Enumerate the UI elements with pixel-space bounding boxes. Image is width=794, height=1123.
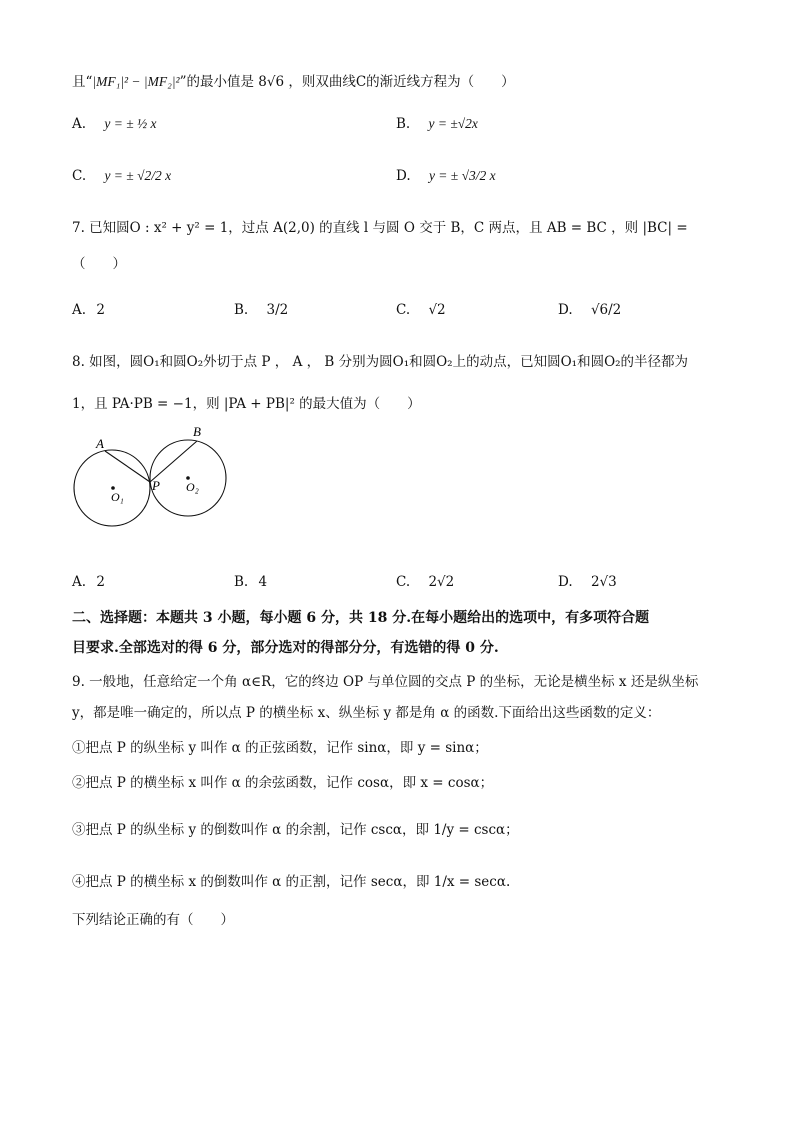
label-a: A [96, 436, 104, 451]
q6-option-d[interactable] [396, 166, 496, 186]
option-value: y = ± √2/2 x [104, 168, 172, 183]
option-value: y = ± ½ x [104, 116, 157, 131]
option-value: 2√3 [590, 574, 617, 590]
segment-pb [150, 441, 197, 482]
label-o2: O₂ [186, 480, 199, 494]
option-label: B. [234, 302, 249, 318]
option-label: C. [396, 574, 411, 590]
q6-option-b[interactable] [396, 114, 478, 134]
q9-ask: 下列结论正确的有（ ） [72, 912, 234, 928]
q9-def4: ④把点 P 的横坐标 x 的倒数叫作 α 的正割，记作 secα，即 1/x = secα. [72, 874, 511, 890]
q8-stem-line1: 8. 如图，圆O₁和圆O₂外切于点 P ， A ， B 分别为圆O₁和圆O₂上的动点，已知圆O₁和圆O₂的半径都为 [72, 354, 689, 370]
option-value: 2 [96, 302, 105, 318]
option-label: A. [72, 574, 87, 590]
q8-figure [64, 420, 244, 540]
option-value: y = ±√2x [428, 116, 478, 131]
q6-option-c[interactable] [72, 166, 171, 186]
q6-stem-line [72, 72, 515, 92]
option-value: √2 [428, 302, 446, 318]
q9-def2: ②把点 P 的横坐标 x 叫作 α 的余弦函数，记作 cosα，即 x = cosα； [72, 775, 494, 791]
option-label: B. [234, 574, 249, 590]
q8-option-a[interactable] [72, 572, 105, 592]
q9-line2: y，都是唯一确定的，所以点 P 的横坐标 x、纵坐标 y 都是角 α 的函数.下面给出这些函数的定义： [72, 705, 661, 721]
option-label: D. [558, 574, 573, 590]
q7-option-a[interactable] [72, 300, 105, 320]
q6-option-a[interactable] [72, 114, 156, 134]
q9-def1: ①把点 P 的纵坐标 y 叫作 α 的正弦函数，记作 sinα，即 y = sinα； [72, 740, 488, 756]
label-o1: O₁ [111, 490, 124, 504]
label-b: B [193, 424, 201, 439]
option-value: 2√2 [428, 574, 455, 590]
option-label: D. [396, 168, 411, 184]
q8-option-d[interactable] [558, 572, 617, 592]
option-value: √6/2 [590, 302, 622, 318]
option-label: C. [72, 168, 87, 184]
option-label: A. [72, 116, 87, 132]
q9-def3: ③把点 P 的纵坐标 y 的倒数叫作 α 的余割，记作 cscα，即 1/y = cscα； [72, 822, 519, 838]
q6-expr: |MF₁|² − |MF₂|² [92, 74, 180, 89]
q9-line1: 9. 一般地，任意给定一个角 α∈R，它的终边 OP 与单位圆的交点 P 的坐标，无论是横坐标 x 还是纵坐标 [72, 674, 699, 690]
option-label: D. [558, 302, 573, 318]
option-label: A. [72, 302, 87, 318]
q8-option-c[interactable] [396, 572, 454, 592]
q8-option-b[interactable] [234, 572, 267, 592]
q7-paren: （ ） [72, 256, 126, 272]
option-value: 3/2 [266, 302, 289, 318]
section2-heading-line1: 二、选择题：本题共 3 小题，每小题 6 分，共 18 分.在每小题给出的选项中，有多项符合题 [72, 610, 650, 626]
q7-option-c[interactable] [396, 300, 446, 320]
q8-stem-line2: 1，且 PA·PB = −1，则 |PA + PB|² 的最大值为（ ） [72, 396, 421, 412]
option-label: B. [396, 116, 411, 132]
q7-option-b[interactable] [234, 300, 288, 320]
option-value: y = ± √3/2 x [428, 168, 496, 183]
option-label: C. [396, 302, 411, 318]
q6-suffix: ”的最小值是 8√6 ，则双曲线C的渐近线方程为（ ） [179, 74, 515, 90]
q7-stem: 7. 已知圆O : x² + y² = 1，过点 A(2,0) 的直线 l 与圆 O 交于 B，C 两点，且 AB = BC ，则 |BC| = [72, 220, 688, 236]
option-value: 2 [96, 574, 105, 590]
label-p: P [152, 478, 160, 493]
option-value: 4 [258, 574, 268, 590]
section2-heading-line2: 目要求.全部选对的得 6 分，部分选对的得部分分，有选错的得 0 分. [72, 640, 499, 656]
q6-prefix: 且“ [72, 74, 93, 90]
q7-option-d[interactable] [558, 300, 621, 320]
